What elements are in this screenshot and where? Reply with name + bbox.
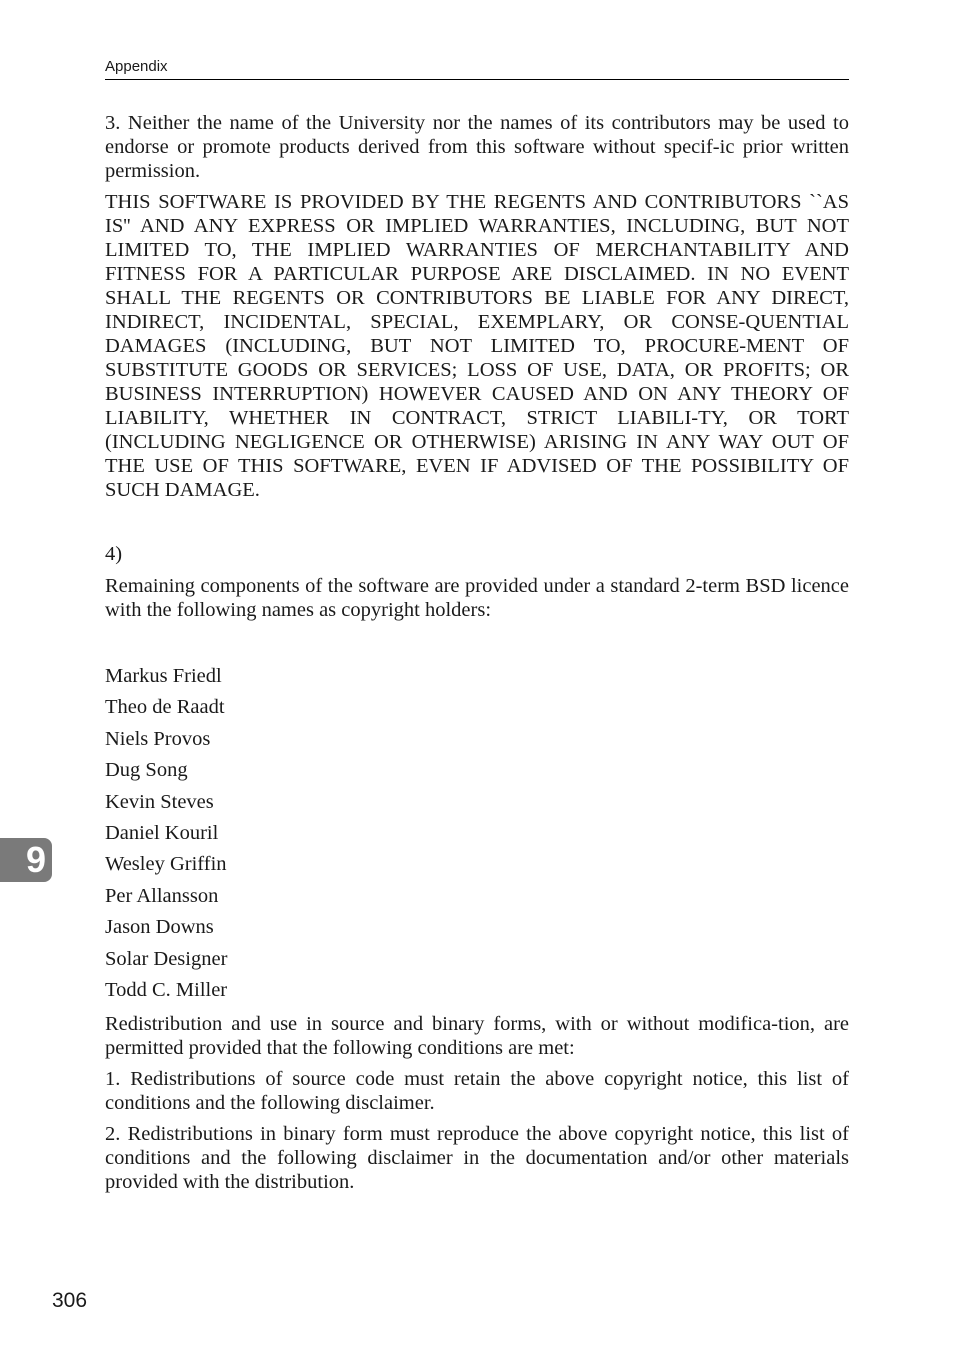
page-content xyxy=(105,111,849,1201)
copyright-holders-list xyxy=(105,661,849,1006)
redistribution-paragraph: Redistribution and use in source and binary forms, with or without modifica-tion, are permitted provided that the following conditions are met: xyxy=(105,1013,849,1060)
list-item: Dug Song xyxy=(105,759,188,782)
list-item: Theo de Raadt xyxy=(105,696,225,719)
list-item: Niels Provos xyxy=(105,727,211,750)
list-item: Solar Designer xyxy=(105,947,228,970)
warranty-disclaimer-paragraph: THIS SOFTWARE IS PROVIDED BY THE REGENTS AND CONTRIBUTORS ``AS IS'' AND ANY EXPRESS OR IMPLIED WARRANTIES, INCLUDING, BUT NOT LIMITED TO, THE IMPLIED WARRANTIES OF MERCHANTABILITY AND FITNESS FOR A PARTICULAR PURPOSE ARE DISCLAIMED. IN NO EVENT SHALL THE REGENTS OR CONTRIBUTORS BE LIABLE FOR ANY DIRECT, INDIRECT, INCIDENTAL, SPECIAL, EXEMPLARY, OR CONSE-QUENTIAL DAMAGES (INCLUDING, BUT NOT LIMITED TO, PROCURE-MENT OF SUBSTITUTE GOODS OR SERVICES; LOSS OF USE, DATA, OR PROFITS; OR BUSINESS INTERRUPTION) HOWEVER CAUSED AND ON ANY THEORY OF LIABILITY, WHETHER IN CONTRACT, STRICT LIABILI-TY, OR TORT (INCLUDING NEGLIGENCE OR OTHERWISE) ARISING IN ANY WAY OUT OF THE USE OF THIS SOFTWARE, EVEN IF ADVISED OF THE POSSIBILITY OF SUCH DAMAGE. xyxy=(105,191,849,501)
header-section-title: Appendix xyxy=(105,58,168,75)
list-item: Per Allansson xyxy=(105,884,219,907)
list-item: Daniel Kouril xyxy=(105,821,219,844)
page-number: 306 xyxy=(52,1289,88,1312)
section-number: 4) xyxy=(105,543,123,565)
chapter-number: 9 xyxy=(25,839,46,880)
list-item: Wesley Griffin xyxy=(105,853,227,876)
list-item: Todd C. Miller xyxy=(105,978,228,1001)
condition-1-paragraph: 1. Redistributions of source code must retain the above copyright notice, this list of conditions and the following disclaimer. xyxy=(105,1068,849,1115)
intro-paragraph: Remaining components of the software are provided under a standard 2-term BSD licence with the following names as copyright holders: xyxy=(105,575,849,621)
condition-2-paragraph: 2. Redistributions in binary form must reproduce the above copyright notice, this list of conditions and the following disclaimer in the documentation and/or other materials provided with the distribution. xyxy=(105,1123,849,1194)
list-item: Kevin Steves xyxy=(105,790,214,813)
clause-3-paragraph: 3. Neither the name of the University nor the names of its contributors may be used to endorse or promote products derived from this software without specif-ic prior written permission. xyxy=(105,112,849,182)
list-item: Jason Downs xyxy=(105,916,214,939)
chapter-tab xyxy=(0,838,52,882)
list-item: Markus Friedl xyxy=(105,665,222,687)
page-header xyxy=(105,57,849,80)
